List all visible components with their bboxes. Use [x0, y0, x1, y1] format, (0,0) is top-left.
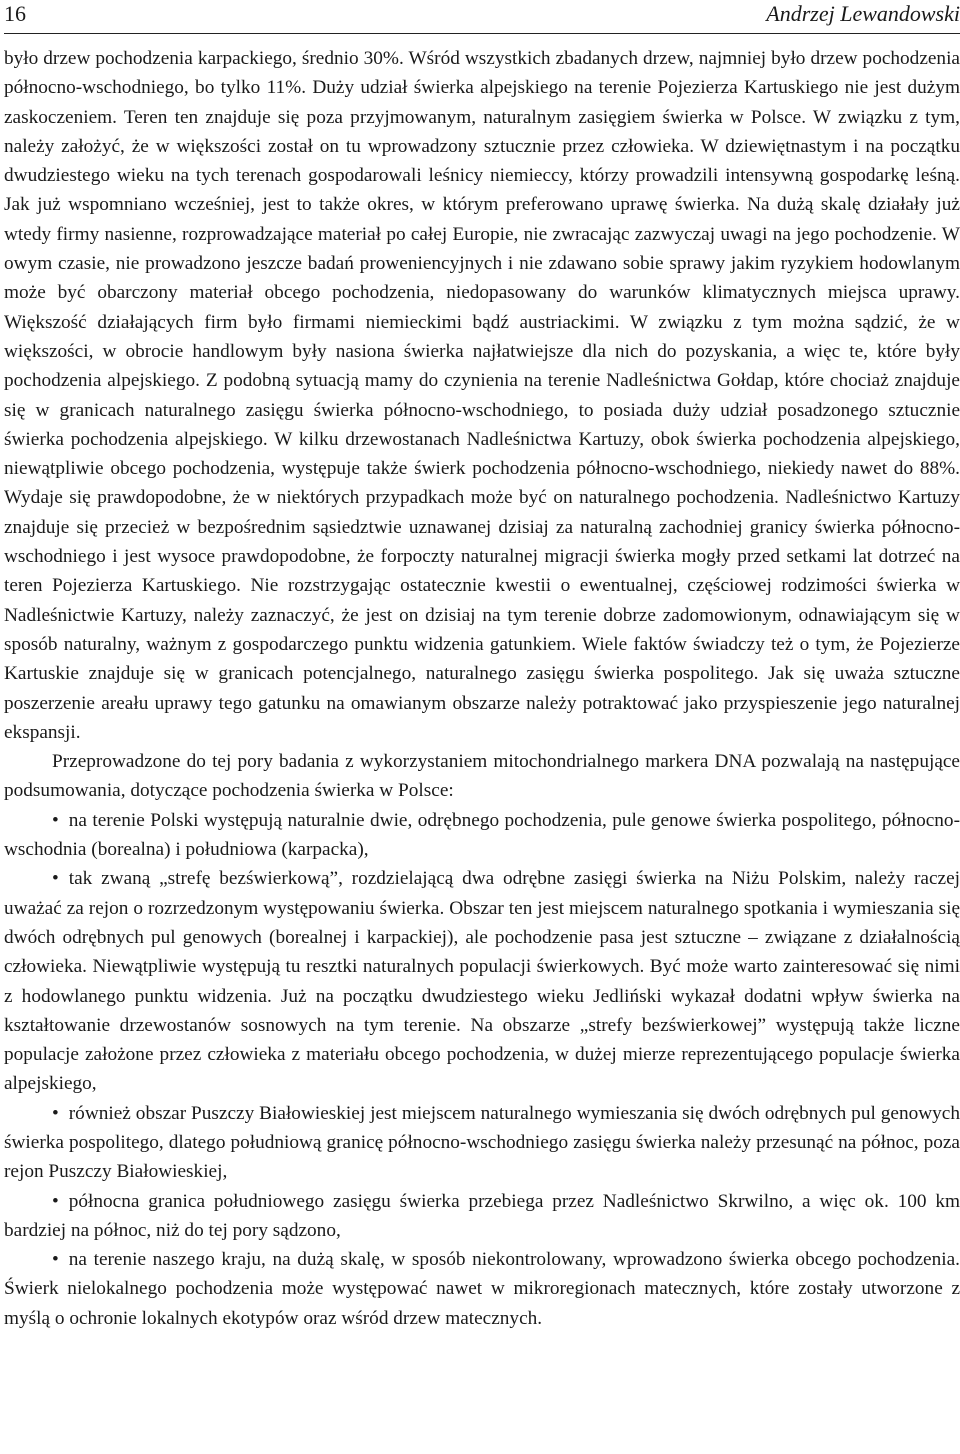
bullet-mark: •	[52, 809, 59, 831]
running-head-author: Andrzej Lewandowski	[766, 1, 960, 26]
bullet-item	[4, 806, 960, 865]
body-text	[4, 44, 960, 1333]
bullet-item	[4, 1187, 960, 1246]
bullet-text: na terenie Polski występują naturalnie dwie, odrębnego pochodzenia, pule genowe świerka pospolitego, północno-wschodnia (borealna) i południowa (karpacka),	[4, 809, 960, 861]
bullet-text: na terenie naszego kraju, na dużą skalę, w sposób niekontrolowany, wprowadzono świerka obcego pochodzenia. Świerk nielokalnego pochodzenia może występować nawet w mikroregionach matecznych, które zostały utworzone z myślą o ochronie lokalnych ekotypów oraz wśród drzew matecznych.	[4, 1249, 960, 1329]
bullet-item	[4, 1099, 960, 1187]
bullet-text: tak zwaną „strefę bezświerkową”, rozdzielającą dwa odrębne zasięgi świerka na Niżu Polskim, należy raczej uważać za rejon o rozrzedzonym występowaniu świerka. Obszar ten jest miejscem naturalnego spotkania i wymieszania się dwóch odrębnych pul genowych (borealnej i karpackiej), ale pochodzenie pasa jest sztuczne – związane z działalnością człowieka. Niewątpliwie występują tu resztki naturalnych populacji świerkowych. Być może warto zainteresować się nimi z hodowlanego punktu widzenia. Już na początku dwudziestego wieku Jedliński wykazał dodatni wpływ świerka na kształtowanie drzewostanów sosnowych na tym terenie. Na obszarze „strefy bezświerkowej” występują także liczne populacje założone przez człowieka z materiału obcego pochodzenia, w dużej mierze reprezentującego populacje świerka alpejskiego,	[4, 868, 960, 1095]
paragraph-continued: było drzew pochodzenia karpackiego, średnio 30%. Wśród wszystkich zbadanych drzew, najmniej było drzew pochodzenia północno-wschodniego, bo tylko 11%. Duży udział świerka alpejskiego na terenie Pojezierza Kartuskiego nie jest dużym zaskoczeniem. Teren ten znajduje się poza przyjmowanym, naturalnym zasięgiem świerka w Polsce. W związku z tym, należy założyć, że w większości został on tu wprowadzony sztucznie przez człowieka. W dziewiętnastym i na początku dwudziestego wieku na tych terenach gospodarowali leśnicy niemieccy, którzy prowadzili intensywną gospodarkę leśną. Jak już wspomniano wcześniej, jest to także okres, w którym preferowano uprawę świerka. Na dużą skalę działały już wtedy firmy nasienne, rozprowadzające materiał po całej Europie, nie zwracając zazwyczaj uwagi na jego pochodzenie. W owym czasie, nie prowadzono jeszcze badań proweniencyjnych i nie zdawano sobie sprawy jakim ryzykiem hodowlanym może być obarczony materiał obcego pochodzenia, niedopasowany do warunków klimatycznych miejsca uprawy. Większość działających firm było firmami niemieckimi bądź austriackimi. W związku z tym można sądzić, że w większości, w obrocie handlowym były nasiona świerka najłatwiejsze dla nich do pozyskania, a więc te, które były pochodzenia alpejskiego. Z podobną sytuacją mamy do czynienia na terenie Nadleśnictwa Gołdap, które chociaż znajduje się w granicach naturalnego zasięgu świerka północno-wschodniego, to posiada duży udział posadzonego sztucznie świerka pochodzenia alpejskiego. W kilku drzewostanach Nadleśnictwa Kartuzy, obok świerka pochodzenia alpejskiego, niewątpliwie obcego pochodzenia, występuje także świerk pochodzenia północno-wschodniego, niekiedy nawet do 88%. Wydaje się prawdopodobne, że w niektórych przypadkach może być on naturalnego pochodzenia. Nadleśnictwo Kartuzy znajduje się przecież w bezpośrednim sąsiedztwie uznawanej dzisiaj za naturalną zachodniej granicy świerka północno-wschodniego i jest wysoce prawdopodobne, że forpoczty naturalnej migracji świerka mogły przed setkami lat dotrzeć na teren Pojezierza Kartuskiego. Nie rozstrzygając ostatecznie kwestii o ewentualnej, częściowej rodzimości świerka w Nadleśnictwie Kartuzy, należy zaznaczyć, że jest on dzisiaj na tym terenie dobrze zadomowionym, odnawiającym się w sposób naturalny, ważnym z gospodarczego punktu widzenia gatunkiem. Wiele faktów świadczy też o tym, że Pojezierze Kartuskie znajduje się w granicach potencjalnego, naturalnego zasięgu świerka pospolitego. Jak się uważa sztuczne poszerzenie areału uprawy tego gatunku na omawianym obszarze należy potraktować jako przyspieszenie jego naturalnej ekspansji.	[4, 48, 960, 743]
bullet-text: północna granica południowego zasięgu świerka przebiega przez Nadleśnictwo Skrwilno, a więc ok. 100 km bardziej na północ, niż do tej pory sądzono,	[4, 1190, 960, 1241]
paragraph-summary-intro: Przeprowadzone do tej pory badania z wykorzystaniem mitochondrialnego markera DNA pozwalają na następujące podsumowania, dotyczące pochodzenia świerka w Polsce:	[4, 751, 960, 802]
bullet-mark: •	[52, 1190, 59, 1212]
page-header	[4, 0, 960, 34]
bullet-mark: •	[52, 868, 59, 890]
bullet-item	[4, 1245, 960, 1333]
bullet-item	[4, 864, 960, 1098]
bullet-text: również obszar Puszczy Białowieskiej jest miejscem naturalnego wymieszania się dwóch odrębnych pul genowych świerka pospolitego, dlatego południową granicę północno-wschodniego zasięgu świerka należy przesunąć na północ, poza rejon Puszczy Białowieskiej,	[4, 1102, 960, 1183]
page-number: 16	[4, 1, 26, 26]
document-page	[4, 0, 960, 1454]
bullet-mark: •	[52, 1102, 59, 1124]
bullet-mark: •	[52, 1249, 59, 1271]
